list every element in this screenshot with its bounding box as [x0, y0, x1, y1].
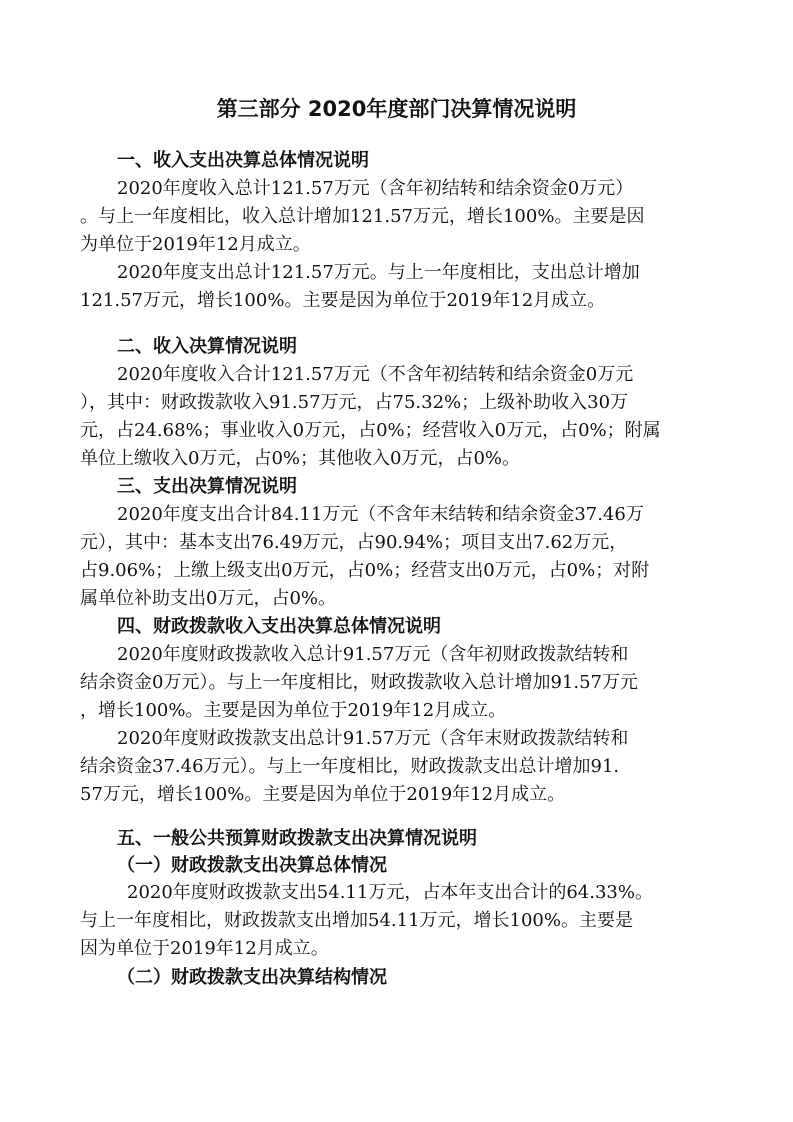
paragraph-line: 2020年度财政拨款支出54.11万元，占本年支出合计的64.33%。: [127, 882, 653, 903]
subsection-heading-overall: （一）财政拨款支出决算总体情况: [117, 855, 387, 876]
paragraph-line: 2020年度支出总计121.57万元。与上一年度相比，支出总计增加: [117, 262, 640, 283]
subsection-heading-structure: （二）财政拨款支出决算结构情况: [117, 967, 387, 988]
paragraph-line: 元），其中：基本支出76.49万元，占90.94%；项目支出7.62万元，: [80, 532, 628, 553]
section-heading-general-budget: 五、一般公共预算财政拨款支出决算情况说明: [117, 828, 477, 849]
paragraph-line: 因为单位于2019年12月成立。: [80, 938, 329, 959]
paragraph-line: 2020年度收入合计121.57万元（不含年初结转和结余资金0万元: [117, 364, 634, 385]
paragraph-line: 2020年度财政拨款收入总计91.57万元（含年初财政拨款结转和: [117, 644, 629, 665]
paragraph-line: 结余资金37.46万元）。与上一年度相比，财政拨款支出总计增加91.: [80, 756, 620, 777]
section-heading-income: 二、收入决算情况说明: [117, 336, 297, 357]
page-title: 第三部分 2020年度部门决算情况说明: [216, 97, 577, 121]
paragraph-line: 2020年度收入总计121.57万元（含年初结转和结余资金0万元）: [117, 178, 634, 199]
paragraph-line: 占9.06%；上缴上级支出0万元，占0%；经营支出0万元，占0%；对附: [80, 560, 650, 581]
paragraph-line: 属单位补助支出0万元，占0%。: [80, 588, 337, 609]
paragraph-line: ），其中：财政拨款收入91.57万元，占75.32%；上级补助收入30万: [80, 392, 629, 413]
paragraph-line: 。与上一年度相比，收入总计增加121.57万元，增长100%。主要是因: [80, 206, 645, 227]
section-heading-fiscal-appropriation: 四、财政拨款收入支出决算总体情况说明: [117, 616, 441, 637]
section-heading-expense: 三、支出决算情况说明: [117, 476, 297, 497]
paragraph-line: 2020年度支出合计84.11万元（不含年末结转和结余资金37.46万: [117, 504, 644, 525]
paragraph-line: ，增长100%。主要是因为单位于2019年12月成立。: [80, 700, 507, 721]
paragraph-line: 结余资金0万元）。与上一年度相比，财政拨款收入总计增加91.57万元: [80, 672, 638, 693]
paragraph-line: 为单位于2019年12月成立。: [80, 234, 311, 255]
paragraph-line: 元，占24.68%；事业收入0万元，占0%；经营收入0万元，占0%；附属: [80, 420, 661, 441]
paragraph-line: 单位上缴收入0万元，占0%；其他收入0万元，占0%。: [80, 448, 521, 469]
paragraph-line: 57万元，增长100%。主要是因为单位于2019年12月成立。: [80, 784, 566, 805]
paragraph-line: 2020年度财政拨款支出总计91.57万元（含年末财政拨款结转和: [117, 728, 629, 749]
section-heading-income-expense-overview: 一、收入支出决算总体情况说明: [117, 150, 369, 171]
paragraph-line: 121.57万元，增长100%。主要是因为单位于2019年12月成立。: [80, 290, 606, 311]
paragraph-line: 与上一年度相比，财政拨款支出增加54.11万元，增长100%。主要是: [80, 910, 633, 931]
